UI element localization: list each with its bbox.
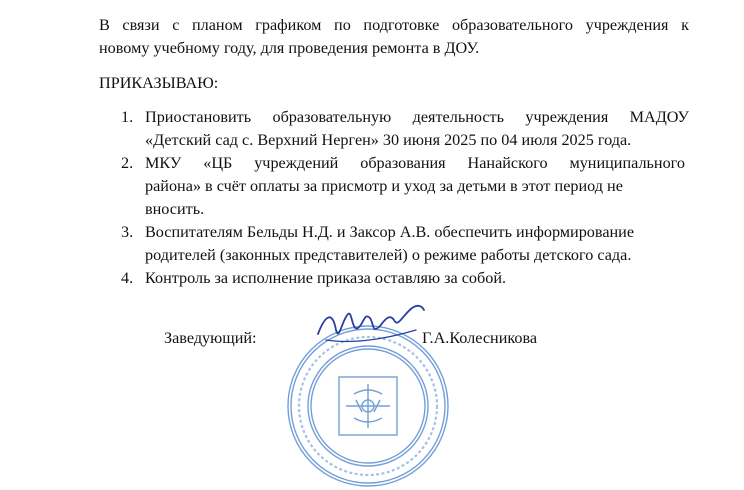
signature-mark: [312, 300, 428, 348]
item-3-number: 3.: [121, 223, 134, 241]
item-2-line-1: МКУ «ЦБ учреждений образования Нанайского муниципального: [145, 154, 685, 172]
item-3-line-2: родителей (законных представителей) о режиме работы детского сада.: [145, 246, 632, 264]
item-2-number: 2.: [121, 154, 134, 172]
item-4-line-1: Контроль за исполнение приказа оставляю за собой.: [145, 269, 507, 287]
item-3-line-1: Воспитателям Бельды Н.Д. и Заксор А.В. обеспечить информирование: [145, 223, 635, 241]
intro-line-2: новому учебному году, для проведения ремонта в ДОУ.: [99, 39, 480, 57]
intro-line-1: В связи с планом графиком по подготовке образовательного учреждения к: [99, 16, 689, 34]
item-2-line-3: вносить.: [145, 200, 205, 218]
item-1-number: 1.: [121, 108, 134, 126]
order-heading: ПРИКАЗЫВАЮ:: [99, 74, 219, 92]
signature-position: Заведующий:: [164, 329, 257, 347]
item-1-line-2: «Детский сад с. Верхний Нерген» 30 июня 2025 по 04 июля 2025 года.: [145, 131, 632, 149]
item-4-number: 4.: [121, 269, 134, 287]
item-1-line-1: Приостановить образовательную деятельность учреждения МАДОУ: [145, 108, 689, 126]
item-2-line-2: района» в счёт оплаты за присмотр и уход за детьми в этот период не: [145, 177, 623, 195]
signature-name: Г.А.Колесникова: [422, 329, 538, 347]
